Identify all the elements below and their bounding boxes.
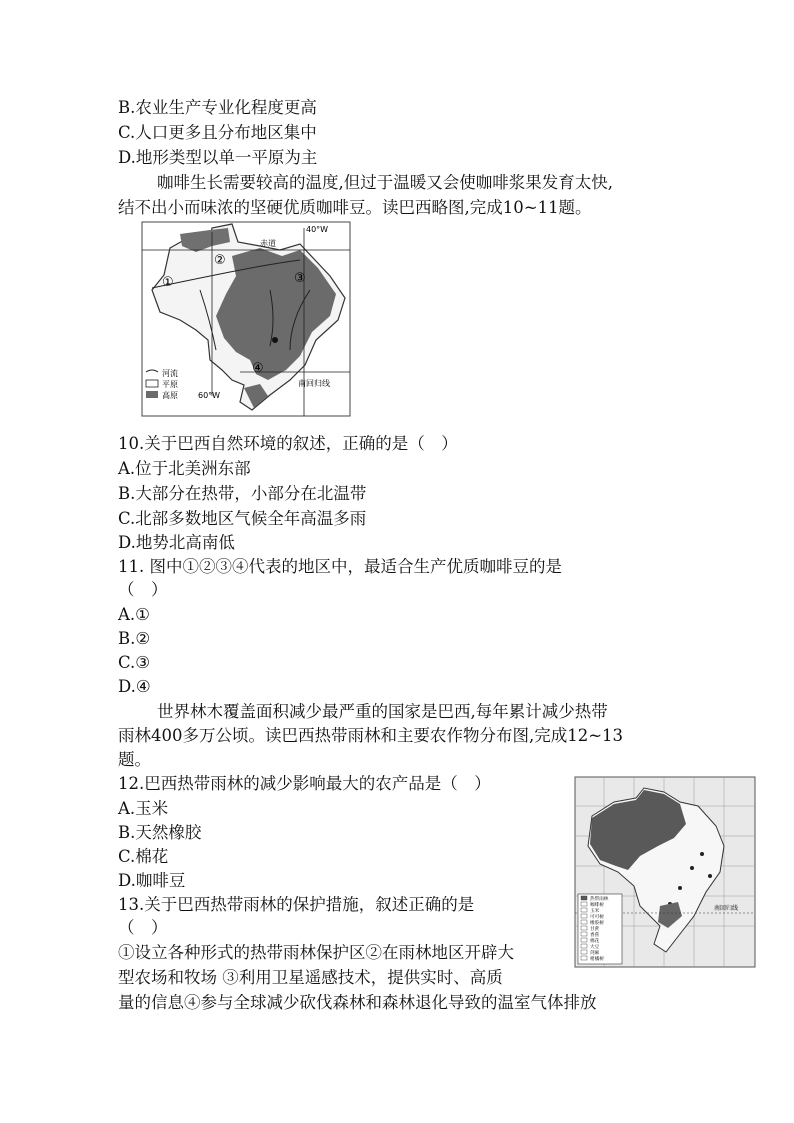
lon-60w-label: 60°W	[198, 391, 221, 400]
q10-option-b: B.大部分在热带，小部分在北温带	[118, 484, 367, 503]
brazil-rainforest-crop-map	[574, 776, 756, 968]
q12-option-c: C.棉花	[118, 847, 169, 866]
map2-legend-swatch	[581, 920, 587, 924]
statement-line-1: ①设立各种形式的热带雨林保护区②在雨林地区开辟大	[118, 943, 514, 962]
map2-legend-swatch	[581, 938, 587, 942]
q12-option-a: A.玉米	[118, 799, 169, 818]
map2-legend-swatch	[581, 932, 587, 936]
map2-legend-label: 玉米	[590, 909, 600, 914]
statement-line-2: 型农场和牧场 ③利用卫星遥感技术，提供实时、高质	[118, 968, 503, 987]
legend-plain-label: 平原	[162, 380, 178, 389]
q10-option-d: D.地势北高南低	[118, 533, 235, 552]
map2-legend-label: 香蕉	[590, 933, 600, 938]
legend-river-label: 河流	[162, 369, 178, 378]
map2-legend-swatch	[581, 926, 587, 930]
marker-2: ②	[214, 253, 226, 268]
map2-legend-label: 咖啡树	[590, 903, 604, 908]
option-b-prev: B.农业生产专业化程度更高	[118, 98, 317, 117]
city-dot	[272, 337, 278, 343]
marker-1: ①	[162, 275, 174, 290]
map2-legend-label: 热带雨林	[590, 897, 609, 902]
passage-2-line-3: 题。	[118, 750, 151, 769]
map2-legend-label: 剑麻	[590, 951, 600, 956]
q11-option-c: C.③	[118, 653, 151, 672]
map2-legend-label: 大豆	[590, 945, 600, 950]
option-c-prev: C.人口更多且分布地区集中	[118, 123, 317, 142]
passage-2-line-2: 雨林400多万公顷。读巴西热带雨林和主要农作物分布图,完成12~13	[118, 726, 624, 745]
question-11: 11. 图中①②③④代表的地区中，最适合生产优质咖啡豆的是	[118, 557, 562, 576]
q12-option-b: B.天然橡胶	[118, 823, 202, 842]
map2-legend-swatch	[581, 914, 587, 918]
question-10: 10.关于巴西自然环境的叙述，正确的是（ ）	[118, 434, 458, 453]
tropic-label: 南回归线	[298, 379, 330, 388]
map2-tropic-label: 南回归线	[714, 905, 739, 912]
option-d-prev: D.地形类型以单一平原为主	[118, 148, 318, 167]
q11-option-d: D.④	[118, 677, 151, 696]
map2-legend-label: 甘蔗	[590, 927, 600, 932]
map2-legend-swatch	[581, 902, 587, 906]
equator-label: 赤道	[260, 239, 276, 248]
statement-line-3: 量的信息④参与全球减少砍伐森林和森林退化导致的温室气体排放	[118, 993, 597, 1012]
map2-legend-swatch	[581, 944, 587, 948]
q12-option-d: D.咖啡豆	[118, 871, 186, 890]
q11-option-b: B.②	[118, 629, 151, 648]
marker-3: ③	[294, 271, 306, 286]
map2-legend-swatch	[581, 950, 587, 954]
q11-paren: （ ）	[118, 580, 168, 599]
map2-legend-swatch	[581, 896, 587, 900]
map2-legend-label: 柑橘树	[590, 957, 604, 962]
legend-plateau-label: 高原	[162, 391, 178, 400]
question-13: 13.关于巴西热带雨林的保护措施，叙述正确的是	[118, 895, 475, 914]
q11-option-a: A.①	[118, 605, 150, 624]
passage-1-line-2: 结不出小而味浓的坚硬优质咖啡豆。读巴西略图,完成10~11题。	[118, 198, 592, 217]
brazil-terrain-map	[140, 220, 352, 418]
map2-legend-label: 可可树	[590, 915, 604, 920]
passage-1-line-1: 咖啡生长需要较高的温度,但过于温暖又会使咖啡浆果发育太快,	[157, 173, 613, 192]
map2-legend-label: 橡胶树	[590, 921, 604, 926]
question-12: 12.巴西热带雨林的减少影响最大的农产品是（ ）	[118, 774, 491, 793]
q10-option-c: C.北部多数地区气候全年高温多雨	[118, 509, 367, 528]
q10-option-a: A.位于北美洲东部	[118, 459, 251, 478]
legend-plateau-icon	[146, 391, 158, 398]
legend-plain-icon	[146, 380, 158, 387]
map2-legend-swatch	[581, 908, 587, 912]
lon-40w-label: 40°W	[306, 225, 329, 234]
passage-2-line-1: 世界林木覆盖面积减少最严重的国家是巴西,每年累计减少热带	[157, 702, 608, 721]
marker-4: ④	[252, 361, 264, 376]
map2-legend-swatch	[581, 956, 587, 960]
map2-legend-label: 棉花	[590, 939, 600, 944]
q13-paren: （ ）	[118, 918, 168, 937]
